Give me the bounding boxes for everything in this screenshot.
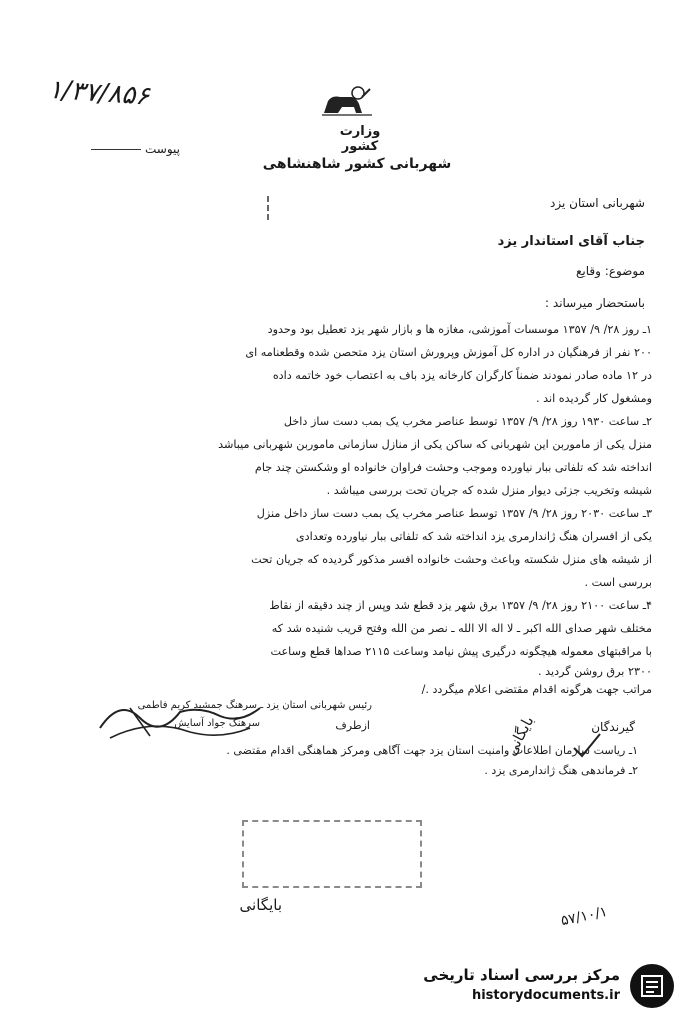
greeting: باستحضار میرساند : [545,296,645,310]
signature-title: رئیس شهربانی استان یزد ـ سرهنگ جمشید کریم فاطمی [137,700,372,711]
body-line: در ۱۲ ماده صادر نمودند ضمناً کارگران کارخانه یزد باف به اعتصاب خود خاتمه داده [272,369,652,382]
body-line: یکی از افسران هنگ ژاندارمری یزد انداخته شد که تلفاتی ببار نیاورده وتعدادی [295,530,652,543]
recipient-item: ۱ـ ریاست سازمان اطلاعات وامنیت استان یزد جهت آگاهی ومرکز هماهنگی اقدام مقتضی . [226,744,638,757]
watermark-url: historydocuments.ir [471,988,620,1003]
body-line: ۲۰۰ نفر از فرهنگیان در اداره کل آموزش وپرورش استان یزد متحصن شده وقطعنامه ای [245,346,652,359]
attachment-blank [91,149,141,150]
addressee: جناب آقای استاندار یزد [497,234,645,249]
attachment-label: پیوست [145,142,180,156]
handwritten-date: ۵۷/۱۰/۱ [559,903,609,930]
body-line: بررسی است . [584,576,652,589]
faded-stamp [242,820,422,888]
body-line: ۱ـ روز ۲۸/ ۹/ ۱۳۵۷ موسسات آموزشی، مغازه ها و بازار شهر یزد تعطیل بود وحدود [267,323,652,336]
attachment-field [70,142,180,156]
handwritten-margin-note: بایگانی [501,712,538,759]
subject-line [430,264,645,278]
department-name: شهربانی کشور شاهنشاهی [262,156,452,172]
watermark-title: مرکز بررسی اسناد تاریخی [423,966,620,984]
body-line: انداخته شد که تلفاتی ببار نیاورده وموجب وحشت فراوان خانواده او وشکستن چند جام [254,461,652,474]
archive-logo-icon [628,962,676,1010]
recipients-heading: گیرندگان [591,720,635,734]
subject-label: موضوع: وقایع [576,264,645,278]
on-behalf-label: ازطرف [335,719,370,732]
recipient-item: ۲ـ فرماندهی هنگ ژاندارمری یزد . [484,764,638,777]
lion-and-sun-emblem-icon [318,83,376,119]
body-line: ۲ـ ساعت ۱۹۳۰ روز ۲۸/ ۹/ ۱۳۵۷ توسط عناصر مخرب یک بمب دست ساز داخل [283,415,652,428]
body-line: ۳ـ ساعت ۲۰۳۰ روز ۲۸/ ۹/ ۱۳۵۷ توسط عناصر مخرب یک بمب دست ساز داخل منزل [256,507,652,520]
body-line: مختلف شهر صدای الله اکبر ـ لا اله الا الله ـ نصر من الله وفتح قریب شنیده شد که [271,622,652,635]
ministry-name: وزارت کشور [339,124,381,154]
body-line: با مراقبتهای معموله هیچگونه درگیری پیش نیامد وساعت ۲۱۱۵ صداها قطع وساعت [270,645,652,658]
body-line: شیشه وتخریب جزئی دیوار منزل شده که جریان تحت بررسی میباشد . [326,484,652,497]
body-line: منزل یکی از ماموربن این شهربانی که ساکن یکی از منازل سازمانی ماموربن شهربانی میباشد [218,438,652,451]
handwritten-initial: بایگانی [239,896,282,914]
signer-name: سرهنگ جواد آسایش [174,718,260,729]
reference-number: ۱/۳۷/۸۵۶ [47,74,151,112]
sender-office: شهربانی استان یزد [550,196,645,210]
body-line: از شیشه های منزل شکسته وباعث وحشت خانواده افسر مذکور گردیده که جریان تحت [251,553,652,566]
body-line: مراتب جهت هرگونه اقدام مقتضی اعلام میگردد ./ [421,683,652,696]
body-line: ۴ـ ساعت ۲۱۰۰ روز ۲۸/ ۹/ ۱۳۵۷ برق شهر یزد قطع شد وپس از چند دقیقه از نقاط [269,599,652,612]
body-line: ۲۳۰۰ برق روشن گردید . [538,665,652,678]
fold-mark [267,196,272,220]
body-line: ومشغول کار گردیده اند . [535,392,652,405]
